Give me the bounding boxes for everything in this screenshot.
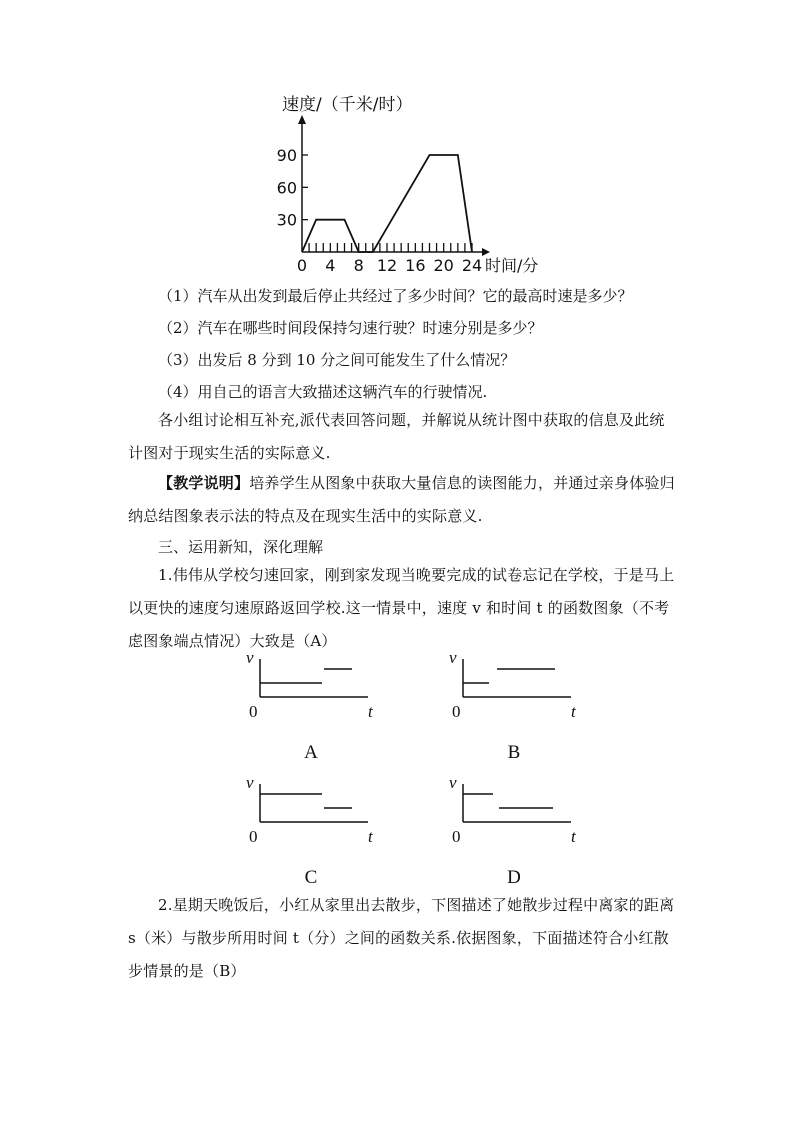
option-graph-b xyxy=(449,648,577,763)
teaching-note-label: 【教学说明】 xyxy=(158,474,250,492)
option-origin-label: 0 xyxy=(249,827,258,846)
x-tick-label: 4 xyxy=(325,256,336,275)
option-origin-label: 0 xyxy=(452,702,461,721)
option-v-label: v xyxy=(449,773,457,792)
x-axis-arrow xyxy=(482,248,490,256)
option-v-label: v xyxy=(246,648,254,667)
teaching-note-text: 培养学生从图象中获取大量信息的读图能力，并通过亲身体验归纳总结图象表示法的特点及在现实生活中的实际意义. xyxy=(128,474,675,525)
option-letter-label: D xyxy=(507,867,521,885)
option-t-label: t xyxy=(368,702,373,721)
speed-time-chart xyxy=(0,0,794,290)
option-t-label: t xyxy=(571,827,576,846)
x-tick-label: 16 xyxy=(405,256,426,275)
y-tick-label: 90 xyxy=(276,146,297,165)
question-4: （4）用自己的语言大致描述这辆汽车的行驶情况. xyxy=(158,383,488,401)
x-tick-label: 24 xyxy=(461,256,483,275)
y-tick-label: 60 xyxy=(276,178,297,198)
option-graph-c xyxy=(246,773,374,885)
x-tick-label: 0 xyxy=(296,256,308,275)
x-tick-label: 8 xyxy=(353,256,364,275)
option-graphs xyxy=(0,645,794,885)
option-graph-d xyxy=(449,773,577,885)
question-2: （2）汽车在哪些时间段保持匀速行驶？时速分别是多少？ xyxy=(158,319,543,337)
chart-xlabel: 时间/分 xyxy=(485,256,539,275)
chart-ticks xyxy=(302,155,472,252)
option-origin-label: 0 xyxy=(452,827,461,846)
x-tick-label: 20 xyxy=(433,256,454,275)
question-1: （1）汽车从出发到最后停止共经过了多少时间？它的最高时速是多少？ xyxy=(158,287,633,305)
teaching-note xyxy=(128,467,676,533)
problem-1: 1.伟伟从学校匀速回家，刚到家发现当晚要完成的试卷忘记在学校，于是马上以更快的速度匀速原路返回学校.这一情景中，速度 v 和时间 t 的函数图象（不考虑图象端点情况）大致是（A） xyxy=(128,566,675,650)
chart-ylabel: 速度/（千米/时） xyxy=(282,95,413,115)
y-tick-label: 30 xyxy=(276,210,297,230)
option-letter-label: B xyxy=(507,742,521,763)
discussion-paragraph: 各小组讨论相互补充,派代表回答问题，并解说从统计图中获取的信息及此统计图对于现实生活的实际意义. xyxy=(128,411,665,462)
section-title: 三、运用新知，深化理解 xyxy=(158,538,324,556)
chart-axes xyxy=(298,115,490,256)
option-t-label: t xyxy=(368,827,373,846)
chart-series xyxy=(302,155,472,252)
option-t-label: t xyxy=(571,702,576,721)
speed-series-line xyxy=(302,155,472,252)
option-origin-label: 0 xyxy=(249,702,258,721)
question-3: （3）出发后 8 分到 10 分之间可能发生了什么情况？ xyxy=(158,351,516,369)
y-axis-arrow xyxy=(298,115,306,124)
chart-tick-labels xyxy=(277,146,483,275)
option-v-label: v xyxy=(449,648,457,667)
x-tick-label: 12 xyxy=(376,256,398,275)
option-graph-a xyxy=(246,648,374,763)
option-v-label: v xyxy=(246,773,254,792)
option-letter-label: C xyxy=(304,867,318,885)
option-letter-label: A xyxy=(304,742,318,763)
problem-2: 2.星期天晚饭后，小红从家里出去散步，下图描述了她散步过程中离家的距离 s（米）与散步所用时间 t（分）之间的函数关系.依据图象，下面描述符合小红散步情景的是（B） xyxy=(128,896,675,980)
